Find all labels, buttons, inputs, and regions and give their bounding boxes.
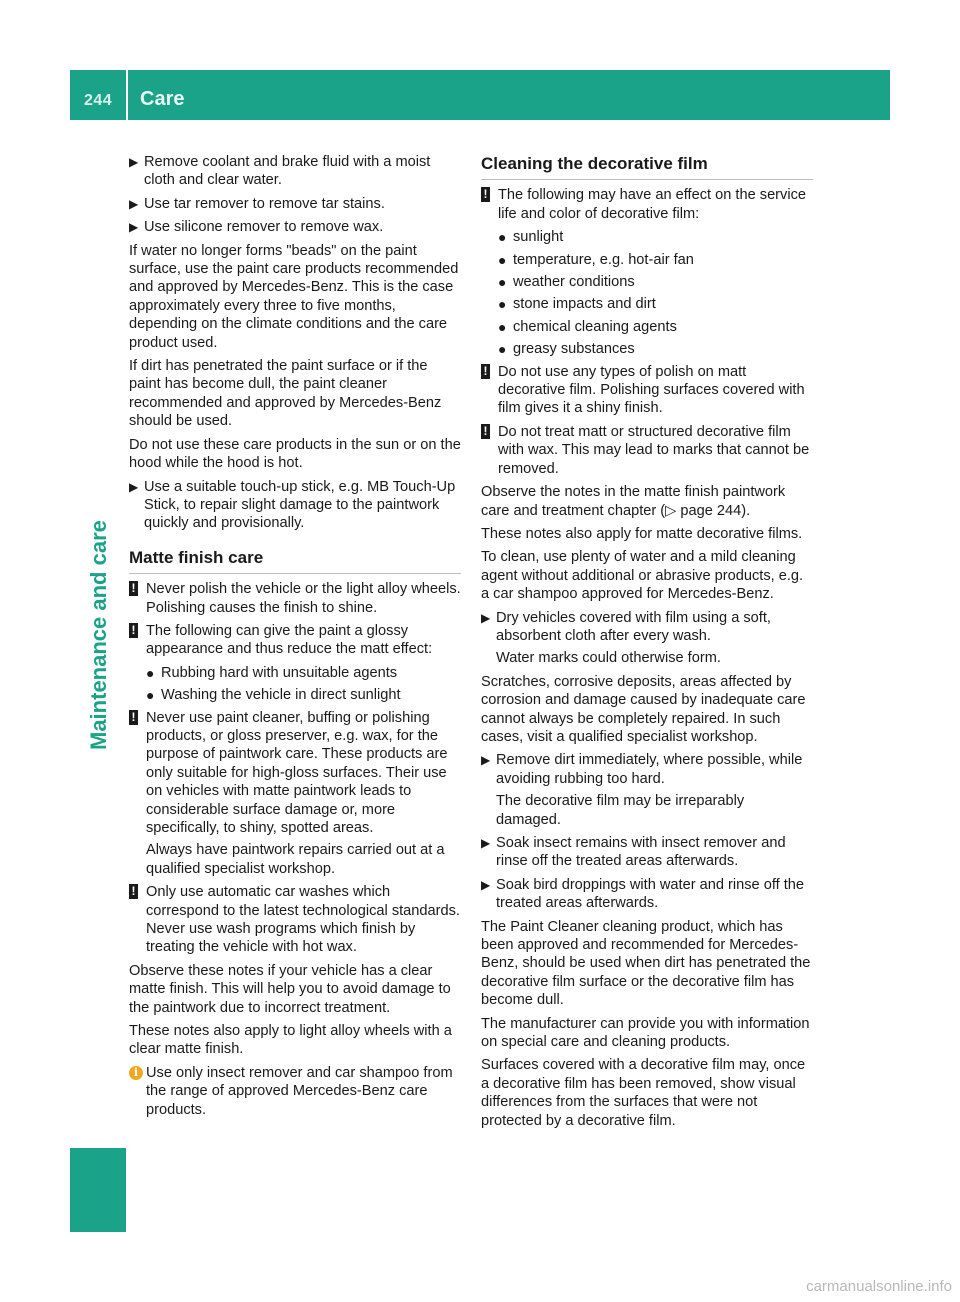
instruction-step: ▶ Use tar remover to remove tar stains. xyxy=(129,195,385,212)
paragraph: The Paint Cleaner cleaning product, which has been approved and recommended for Mercedes-Benz, should be used when dirt has penetrated the decorative film surface or the decorative film has become dull. xyxy=(481,918,811,1009)
header-divider xyxy=(126,70,128,120)
warning-note: ! Do not treat matt or structured decorative film with wax. This may lead to marks that cannot be removed. xyxy=(481,423,813,478)
bullet-icon: ● xyxy=(498,296,507,313)
bullet-icon: ● xyxy=(498,251,507,268)
warning-note: ! Never use paint cleaner, buffing or polishing products, or gloss preserver, e.g. wax, for the purpose of paintwork care. These products are only suitable for high-gloss surfaces. Their use on vehicles with matte paintwork leads to considerable surface damage or, more specifically, to shiny, spotted areas. Always have paintwork repairs carried out at a qualified specialist workshop. xyxy=(129,709,461,879)
left-column xyxy=(129,153,461,1124)
page-number: 244 xyxy=(84,92,113,109)
arrow-icon: ▶ xyxy=(481,877,491,892)
bullet-icon: ● xyxy=(498,318,507,335)
arrow-icon: ▶ xyxy=(129,196,139,211)
warning-note: ! The following may have an effect on the service life and color of decorative film: xyxy=(481,186,813,223)
bullet-icon: ● xyxy=(498,274,507,291)
bullet-icon: ● xyxy=(146,664,155,681)
paragraph: The manufacturer can provide you with information on special care and cleaning products. xyxy=(481,1015,810,1051)
arrow-icon: ▶ xyxy=(481,836,491,850)
arrow-icon: ▶ xyxy=(129,220,139,235)
bullet-icon: ● xyxy=(498,229,507,246)
side-tab-block xyxy=(70,1148,126,1232)
bullet-icon: ● xyxy=(146,687,155,704)
paragraph: Do not use these care products in the sun or on the hood while the hood is hot. xyxy=(129,436,461,472)
warning-icon: ! xyxy=(129,710,138,725)
paragraph: To clean, use plenty of water and a mild cleaning agent without additional or abrasive products, e.g. a car shampoo approved for Mercedes-Benz. xyxy=(481,549,804,603)
instruction-step: ▶ Soak insect remains with insect remover and rinse off the treated areas afterwards. xyxy=(481,835,786,870)
warning-icon: ! xyxy=(129,623,138,638)
paragraph: These notes also apply to light alloy wheels with a clear matte finish. xyxy=(129,1023,452,1058)
instruction-step: ▶ Use a suitable touch-up stick, e.g. MB Touch-Up Stick, to repair slight damage to the paintwork quickly and provisionally. xyxy=(129,478,456,532)
instruction-step: ▶ Soak bird droppings with water and rinse off the treated areas afterwards. xyxy=(481,876,805,912)
info-icon: i xyxy=(129,1066,143,1080)
list-item: ● greasy substances xyxy=(498,341,635,358)
warning-icon: ! xyxy=(481,187,490,202)
paragraph: If dirt has penetrated the paint surface or if the paint has become dull, the paint cleaner recommended and approved by Mercedes-Benz should be used. xyxy=(129,358,442,430)
section-heading: Matte finish care xyxy=(129,549,461,574)
warning-note: ! Only use automatic car washes which correspond to the latest technological standards. Never use wash programs which finish by treating the vehicle with hot wax. xyxy=(129,883,461,957)
list-item: ● weather conditions xyxy=(498,274,635,291)
list-item: ● sunlight xyxy=(498,229,564,246)
paragraph: These notes also apply for matte decorative films. xyxy=(481,525,803,542)
list-item: ● Rubbing hard with unsuitable agents xyxy=(146,664,398,681)
side-tab-label: Maintenance and care xyxy=(86,520,111,750)
list-item: ● stone impacts and dirt xyxy=(498,296,656,313)
instruction-step: ▶ Remove coolant and brake fluid with a moist cloth and clear water. xyxy=(129,154,431,189)
warning-note: ! Never polish the vehicle or the light alloy wheels. Polishing causes the finish to shine. xyxy=(129,580,461,617)
instruction-step: ▶ Remove dirt immediately, where possible, while avoiding rubbing too hard. The decorative film may be irreparably damaged. xyxy=(481,752,803,828)
right-column xyxy=(481,155,813,1135)
arrow-icon: ▶ xyxy=(481,753,491,768)
bullet-icon: ● xyxy=(498,341,507,358)
paragraph: If water no longer forms "beads" on the paint surface, use the paint care products recommended and approved by Mercedes-Benz. This is the case approximately every three to five months, depending on the climate conditions and the care product used. xyxy=(129,242,459,351)
list-item: ● temperature, e.g. hot-air fan xyxy=(498,251,694,268)
warning-icon: ! xyxy=(481,424,490,439)
warning-icon: ! xyxy=(129,884,138,899)
header-bar xyxy=(70,70,890,120)
info-note: i Use only insect remover and car shampoo from the range of approved Mercedes-Benz care products. xyxy=(129,1064,461,1119)
warning-icon: ! xyxy=(481,364,490,379)
footer-watermark: carmanualsonline.info xyxy=(806,1278,952,1295)
arrow-icon: ▶ xyxy=(129,479,139,494)
arrow-icon: ▶ xyxy=(481,610,491,625)
warning-icon: ! xyxy=(129,581,138,596)
paragraph: Surfaces covered with a decorative film may, once a decorative film has been removed, show visual differences from the surfaces that were not protected by a decorative film. xyxy=(481,1057,806,1129)
warning-note: ! Do not use any types of polish on matt decorative film. Polishing surfaces covered with film gives it a shiny finish. xyxy=(481,363,813,418)
instruction-step: ▶ Dry vehicles covered with film using a soft, absorbent cloth after every wash. Water marks could otherwise form. xyxy=(481,609,771,667)
paragraph: Scratches, corrosive deposits, areas affected by corrosion and damage caused by inadequate care cannot always be completely repaired. In such cases, visit a qualified specialist workshop. xyxy=(481,673,806,745)
page-title: Care xyxy=(140,88,185,110)
instruction-step: ▶ Use silicone remover to remove wax. xyxy=(129,219,384,236)
page-reference-paragraph[interactable]: Observe the notes in the matte finish paintwork care and treatment chapter (▷ page 244). xyxy=(481,484,786,519)
paragraph: Observe these notes if your vehicle has a clear matte finish. This will help you to avoid damage to the paintwork due to incorrect treatment. xyxy=(129,962,451,1016)
warning-note: ! The following can give the paint a glossy appearance and thus reduce the matt effect: xyxy=(129,622,461,659)
list-item: ● chemical cleaning agents xyxy=(498,318,677,335)
arrow-icon: ▶ xyxy=(129,155,139,169)
list-item: ● Washing the vehicle in direct sunlight xyxy=(146,687,401,704)
section-heading: Cleaning the decorative film xyxy=(481,155,813,180)
